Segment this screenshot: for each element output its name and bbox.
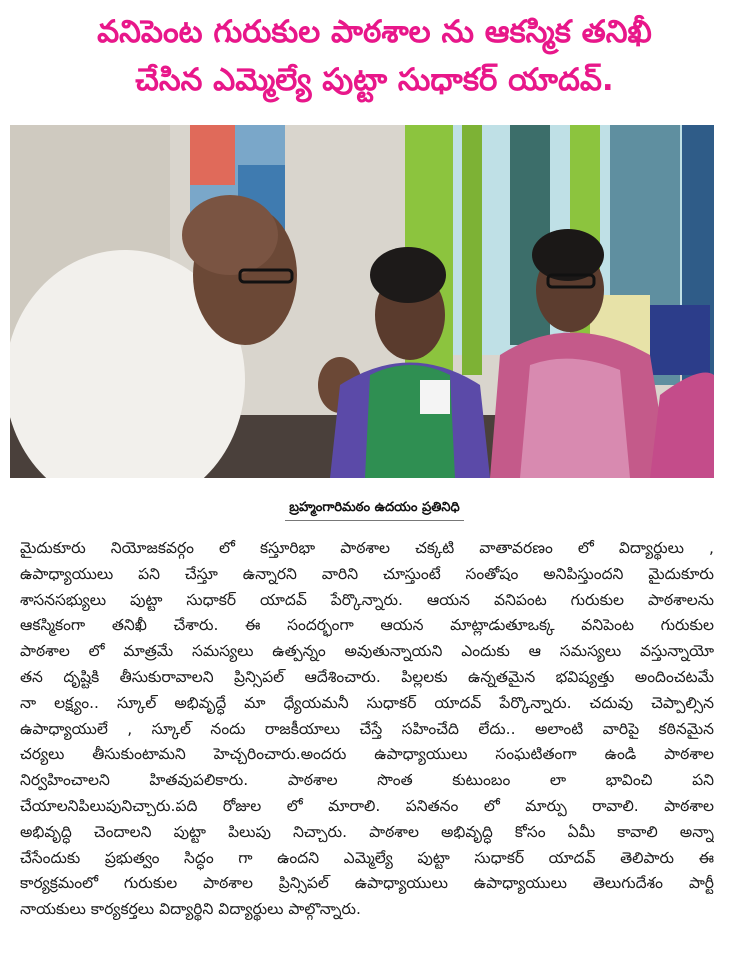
article-line: మైదుకూరు నియోజకవర్గం లో కస్తూరిభా పాఠశాల చక్కటి వాతావరణం లో విద్యార్థులు , (20, 539, 714, 557)
article-line: చేయాలనిపిలుపునిచ్చారు.పది రోజుల లో మారాలి. పనితనం లో మార్పు రావాలి. పాఠశాల (20, 796, 714, 815)
article-line: నిర్వహించాలని హితవుపలికారు. పాఠశాల సొంత కుటుంబం లా భావించి పని (20, 771, 714, 790)
article-line: నాయకులు కార్యకర్తలు విద్యార్థిని విద్యార్థులు పాల్గొన్నారు. (20, 900, 361, 919)
byline-container (0, 496, 749, 521)
article-line: అభివృద్ధి చెందాలని పుట్టా పిలుపు నిచ్చారు. పాఠశాల అభివృద్ధి కోసం ఏమీ కావాలి అన్నా (20, 822, 714, 841)
article-line: తన దృష్టికి తీసుకురావాలని ప్రిన్సిపల్ ఆదేశించారు. పిల్లలకు ఉన్నతమైన భవిష్యత్తు అందించటమే (20, 667, 714, 686)
news-photo (10, 125, 714, 478)
article-line: పాఠశాల లో మాత్రమే సమస్యలు ఉత్పన్నం అవుతున్నాయని ఎందుకు ఆ సమస్యలు వస్తున్నాయో (20, 642, 714, 661)
article-line: ఉపాధ్యాయులు పని చేస్తూ ఉన్నారని వారిని చూస్తుంటే సంతోషం అనిపిస్తుందని మైదుకూరు (20, 564, 714, 583)
article-line: ఆకస్మికంగా తనిఖీ చేశారు. ఈ సందర్భంగా ఆయన మాట్లాడుతూఒక్క వనిపెంట గురుకుల (20, 616, 714, 635)
article-body (20, 536, 714, 923)
headline (0, 8, 749, 104)
headline-line-2: చేసిన ఎమ్మెల్యే పుట్టా సుధాకర్ యాదవ్. (135, 62, 614, 98)
article-line: ఉపాధ్యాయులే , స్కూల్ నందు రాజకీయాలు చేస్తే సహించేది లేదు.. అలాంటి వారిపై కఠినమైన (20, 719, 714, 738)
article-line: చేసేందుకు ప్రభుత్వం సిద్ధం గా ఉందని ఎమ్మెల్యే పుట్టా సుధాకర్ యాదవ్ తెలిపారు ఈ (20, 848, 714, 867)
article-line: శాసనసభ్యులు పుట్టా సుధాకర్ యాదవ్ పేర్కొన్నారు. ఆయన వనిపంట గురుకుల పాఠశాలను (20, 590, 714, 609)
article-line: కార్యక్రమంలో గురుకుల పాఠశాల ప్రిన్సిపల్ ఉపాధ్యాయులు ఉపాధ్యాయులు తెలుగుదేశం పార్టీ (20, 874, 714, 893)
headline-line-1: వనిపెంట గురుకుల పాఠశాల ను ఆకస్మిక తనిఖీ (97, 14, 652, 50)
byline: బ్రహ్మంగారిమఠం ఉదయం ప్రతినిధి (285, 500, 463, 521)
article-line: నా లక్ష్యం.. స్కూల్ అభివృద్ధే మా ధ్యేయమనీ సుధాకర్ యాదవ్ పేర్కొన్నారు. చదువు చెప్పాల్సిన (20, 693, 714, 712)
article-line: చర్యలు తీసుకుంటామని హెచ్చరించారు.అందరు ఉపాధ్యాయులు సంఘటితంగా ఉండి పాఠశాల (20, 745, 714, 764)
